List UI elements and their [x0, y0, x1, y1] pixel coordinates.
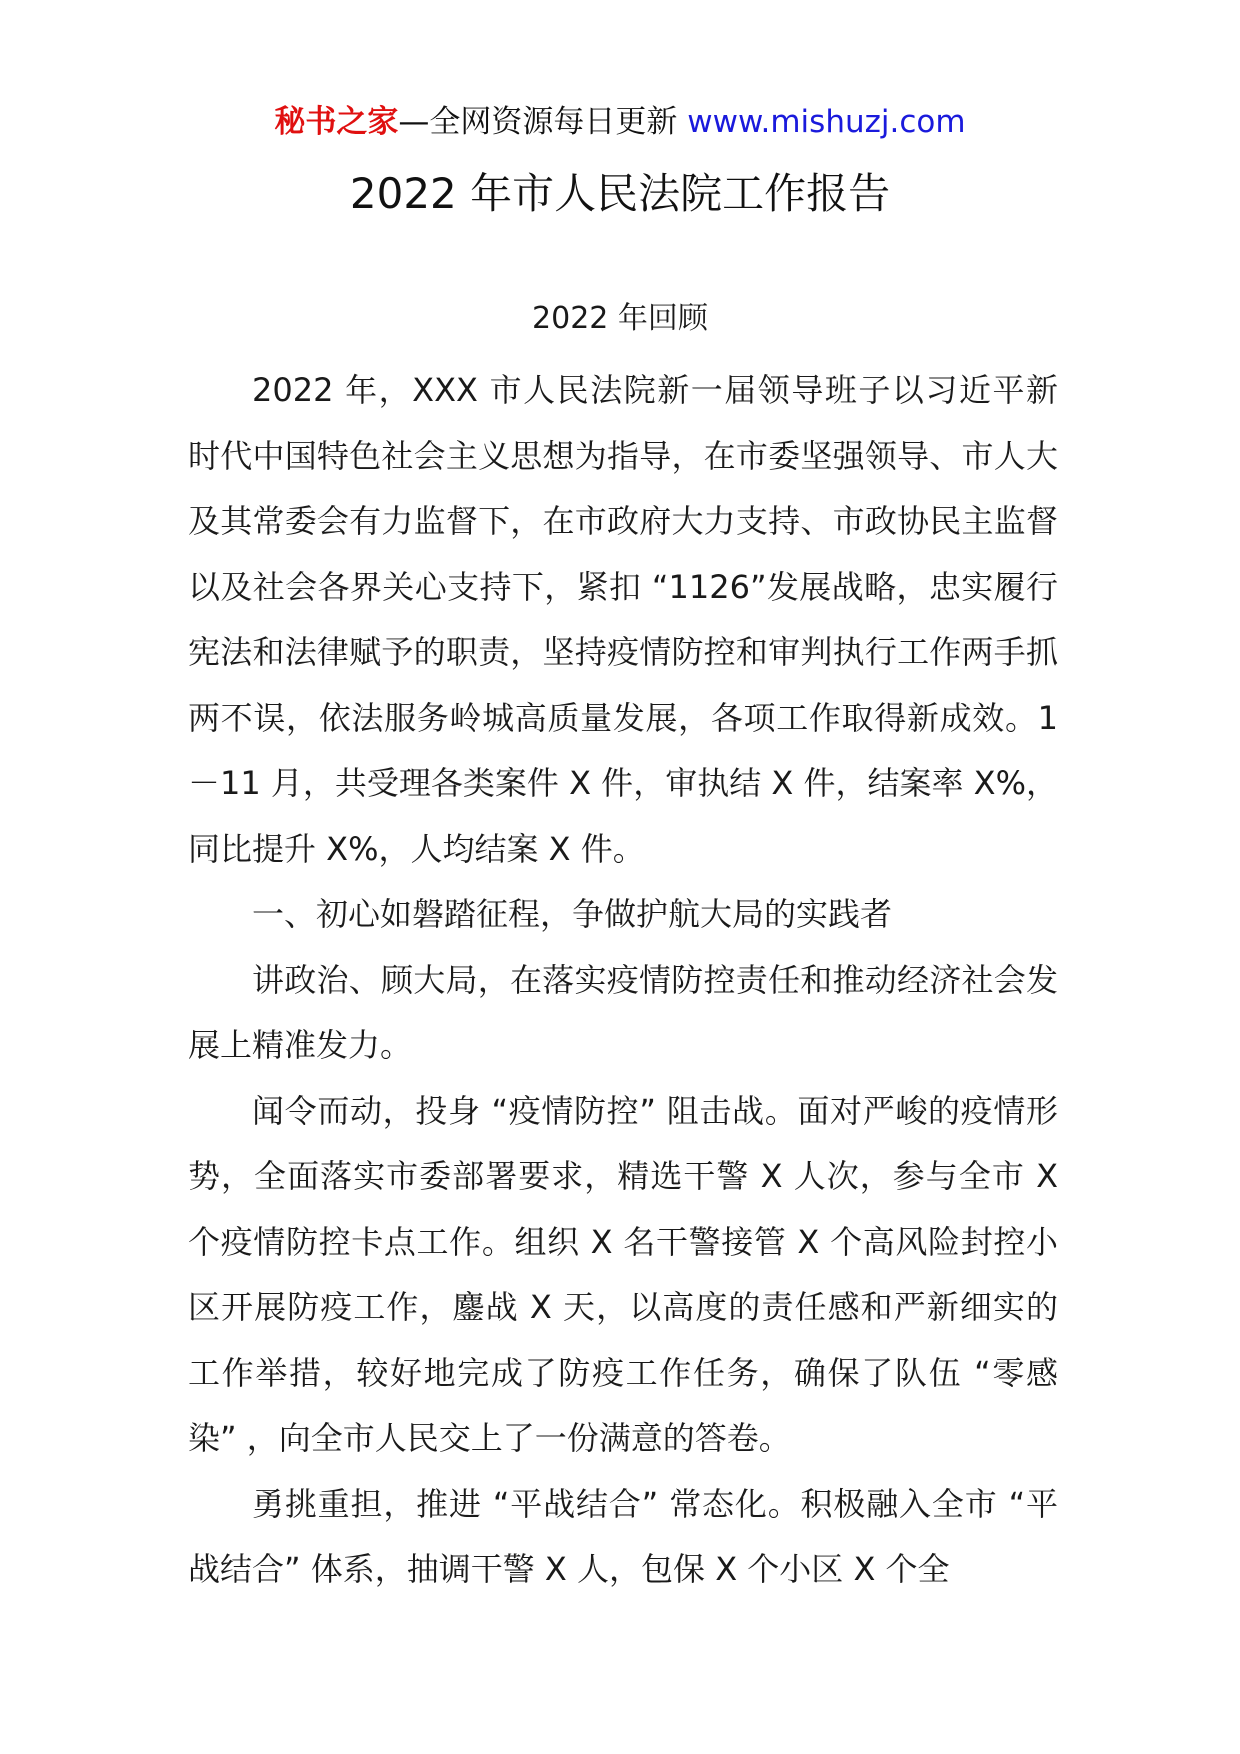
document-title: 2022 年市人民法院工作报告: [349, 169, 891, 218]
part-heading: 一、初心如磐踏征程，争做护航大局的实践者: [252, 895, 893, 933]
banner-slogan: —全网资源每日更新: [398, 104, 688, 140]
site-banner: [0, 100, 1240, 144]
paragraph-politics: 讲政治、顾大局，在落实疫情防控责任和推动经济社会发展上精准发力。: [188, 960, 1058, 1064]
banner-brand: 秘书之家: [274, 104, 399, 140]
document-body: [188, 358, 1058, 1603]
section-heading: 2022 年回顾: [532, 301, 708, 336]
paragraph-overview: 2022 年，XXX 市人民法院新一届领导班子以习近平新时代中国特色社会主义思想为指导，在市委坚强领导、市人大及其常委会有力监督下，在市政府大力支持、市政协民主监督以及社会各界关心支持下，紧扣 “1126”发展战略，忠实履行宪法和法律赋予的职责，坚持疫情防控和审判执行工作两手抓两不误，依法服务岭城高质量发展，各项工作取得新成效。1－11 月，共受理各类案件 X 件，审执结 X 件，结案率 X%，同比提升 X%，人均结案 X 件。: [188, 371, 1058, 868]
paragraph-epidemic: 闻令而动，投身 “疫情防控” 阻击战。面对严峻的疫情形势，全面落实市委部署要求，精选干警 X 人次，参与全市 X 个疫情防控卡点工作。组织 X 名干警接管 X 个高风险封控小区开展防疫工作，鏖战 X 天，以高度的责任感和严新细实的工作举措，较好地完成了防疫工作任务，确保了队伍 “零感染” ，向全市人民交上了一份满意的答卷。: [188, 1091, 1058, 1457]
paragraph-peace-war: 勇挑重担，推进 “平战结合” 常态化。积极融入全市 “平战结合” 体系，抽调干警 X 人，包保 X 个小区 X 个全: [188, 1484, 1058, 1588]
banner-url-link[interactable]: www.mishuzj.com: [687, 104, 966, 140]
